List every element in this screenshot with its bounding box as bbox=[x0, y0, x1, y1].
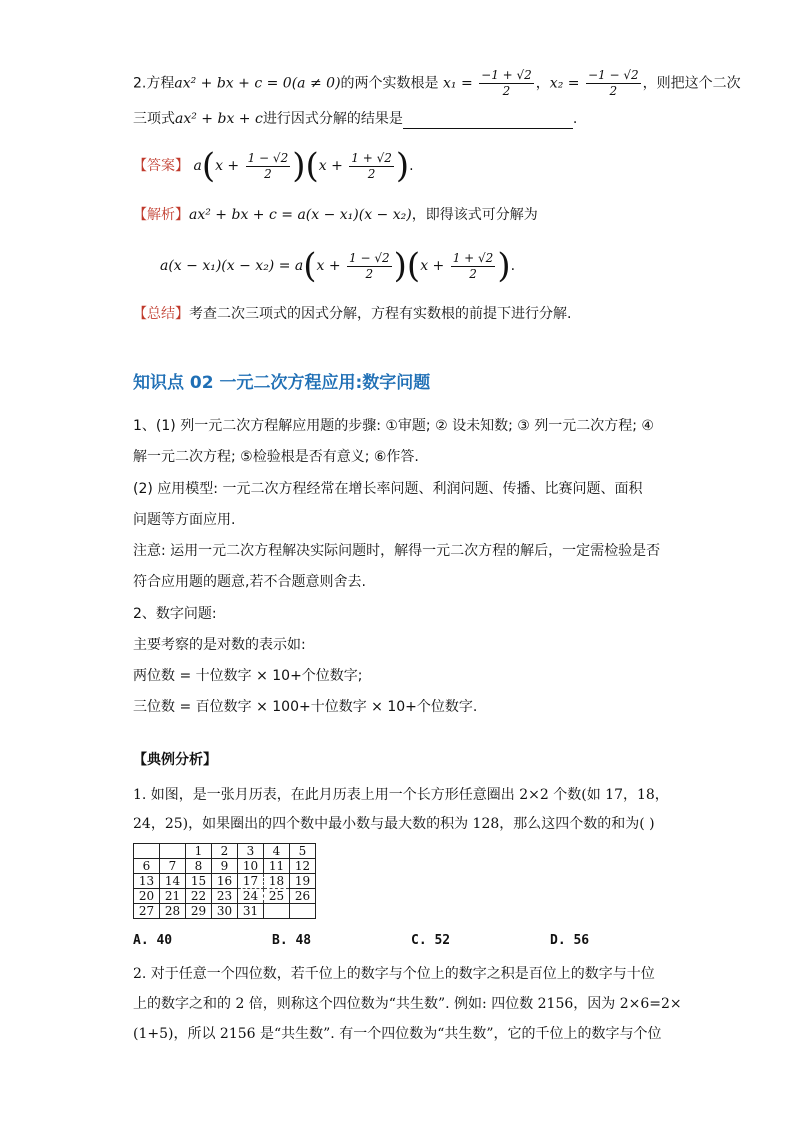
q2-tail-text: ，则把这个二次 bbox=[642, 75, 741, 92]
calendar-cell: 6 bbox=[134, 859, 160, 874]
analysis-factor2-fraction bbox=[451, 251, 496, 282]
analysis-tag: 【解析】 bbox=[133, 207, 189, 223]
answer-f1-denominator: 2 bbox=[264, 166, 272, 181]
calendar-cell: 22 bbox=[186, 889, 212, 904]
body-p3a: 注意: 运用一元二次方程解决实际问题时，解得一元二次方程的解后，一定需检验是否 bbox=[133, 543, 661, 559]
q2-x1-denominator: 2 bbox=[502, 84, 511, 98]
answer-factor1-prefix: x + bbox=[215, 158, 240, 174]
q2-line-2 bbox=[133, 109, 577, 129]
answer-f1-numerator: 1 − √2 bbox=[247, 150, 289, 165]
calendar-cell: 26 bbox=[290, 889, 316, 904]
q2-line-1 bbox=[133, 68, 741, 99]
q2-x2-numerator: −1 − √2 bbox=[587, 68, 639, 82]
q2-expression: ax² + bx + c bbox=[175, 111, 263, 127]
paren-close: ) bbox=[292, 146, 306, 186]
option-c[interactable]: C. 52 bbox=[411, 933, 451, 948]
q2-separator: ， bbox=[535, 75, 550, 92]
analysis-f2-denominator: 2 bbox=[469, 266, 477, 281]
body-p7: 三位数 = 百位数字 × 100+十位数字 × 10+个位数字. bbox=[133, 699, 478, 715]
q2-prefix: 2.方程 bbox=[133, 75, 175, 92]
option-b[interactable]: B. 48 bbox=[272, 933, 312, 948]
answer-line bbox=[133, 148, 414, 184]
q2-condition: (a ≠ 0) bbox=[291, 75, 341, 92]
analysis-text: ，即得该式可分解为 bbox=[411, 207, 538, 223]
analysis-line-1 bbox=[133, 205, 538, 225]
calendar-cell: 23 bbox=[212, 889, 238, 904]
q2-x1-fraction bbox=[479, 68, 534, 99]
calendar-cell: 3 bbox=[238, 844, 264, 859]
calendar-cell: 15 bbox=[186, 874, 212, 889]
body-p2a: (2) 应用模型: 一元二次方程经常在增长率问题、利润问题、传播、比赛问题、面积 bbox=[133, 481, 643, 497]
calendar-row bbox=[134, 859, 316, 874]
q2-line2-text-a: 三项式 bbox=[133, 111, 175, 127]
body-p1a: 1、(1) 列一元二次方程解应用题的步骤: ①审题; ② 设未知数; ③ 列一元二次方程; ④ bbox=[133, 418, 654, 434]
option-a[interactable]: A. 40 bbox=[133, 933, 173, 948]
summary-text: 考查二次三项式的因式分解，方程有实数根的前提下进行分解. bbox=[189, 306, 572, 322]
analysis-factor2-prefix: x + bbox=[420, 258, 445, 274]
example-q2-line-b: 上的数字之和的 2 倍，则称这个四位数为“共生数”. 例如: 四位数 2156，因为 2×6=2× bbox=[133, 996, 682, 1012]
calendar-cell: 10 bbox=[238, 859, 264, 874]
paren-close: ) bbox=[395, 146, 410, 186]
calendar-cell: 16 bbox=[212, 874, 238, 889]
calendar-cell: 18 bbox=[264, 874, 290, 889]
calendar-cell: 2 bbox=[212, 844, 238, 859]
example-q1-line-b: 24，25)，如果圈出的四个数中最小数与最大数的积为 128，那么这四个数的和为( ) bbox=[133, 816, 655, 832]
analysis-lhs: a(x − x₁)(x − x₂) = a bbox=[160, 258, 304, 274]
calendar-cell: 29 bbox=[186, 904, 212, 919]
q2-x2-denominator: 2 bbox=[609, 84, 618, 98]
paren-open: ( bbox=[303, 246, 317, 286]
answer-factor2-fraction bbox=[349, 151, 394, 182]
calendar-cell: 11 bbox=[264, 859, 290, 874]
calendar-cell: 14 bbox=[160, 874, 186, 889]
calendar-cell: 21 bbox=[160, 889, 186, 904]
answer-f2-numerator: 1 + √2 bbox=[351, 150, 392, 165]
paren-close: ) bbox=[393, 246, 407, 286]
answer-tag: 【答案】 bbox=[133, 158, 189, 174]
q2-x1-label: x₁ = bbox=[442, 75, 473, 92]
calendar-row bbox=[134, 904, 316, 919]
calendar-cell bbox=[160, 844, 186, 859]
body-p2b: 问题等方面应用. bbox=[133, 512, 236, 528]
paren-open: ( bbox=[406, 246, 421, 286]
calendar-cell: 31 bbox=[238, 904, 264, 919]
calendar-cell: 9 bbox=[212, 859, 238, 874]
calendar-cell: 5 bbox=[290, 844, 316, 859]
calendar-cell: 13 bbox=[134, 874, 160, 889]
calendar-row bbox=[134, 889, 316, 904]
calendar-cell: 30 bbox=[212, 904, 238, 919]
calendar-row bbox=[134, 874, 316, 889]
analysis-f1-numerator: 1 − √2 bbox=[349, 250, 390, 265]
analysis-factor1-fraction bbox=[347, 251, 392, 282]
paren-close: ) bbox=[497, 246, 511, 286]
analysis-f1-denominator: 2 bbox=[365, 266, 374, 281]
answer-blank bbox=[403, 112, 573, 129]
body-p3b: 符合应用题的题意,若不合题意则舍去. bbox=[133, 574, 366, 590]
paren-open: ( bbox=[201, 146, 216, 186]
calendar-cell bbox=[290, 904, 316, 919]
analysis-factor1-prefix: x + bbox=[316, 258, 341, 274]
answer-f2-denominator: 2 bbox=[367, 166, 376, 181]
calendar-cell: 4 bbox=[264, 844, 290, 859]
calendar-cell bbox=[134, 844, 160, 859]
q2-line2-text-b: 进行因式分解的结果是 bbox=[262, 111, 403, 127]
summary-line bbox=[133, 304, 571, 324]
body-p6: 两位数 = 十位数字 × 10+个位数字; bbox=[133, 668, 363, 684]
calendar-cell: 7 bbox=[160, 859, 186, 874]
answer-end: . bbox=[409, 158, 414, 174]
calendar-cell: 19 bbox=[290, 874, 316, 889]
q2-x2-label: x₂ = bbox=[549, 75, 580, 92]
example-q1-line-a: 1. 如图，是一张月历表，在此月历表上用一个长方形任意圈出 2×2 个数(如 17，18， bbox=[133, 787, 669, 803]
option-d[interactable]: D. 56 bbox=[550, 933, 590, 948]
answer-factor2-prefix: x + bbox=[318, 158, 343, 174]
calendar-cell: 28 bbox=[160, 904, 186, 919]
answer-coefficient: a bbox=[193, 158, 202, 174]
analysis-f2-numerator: 1 + √2 bbox=[452, 250, 494, 265]
body-p1b: 解一元二次方程; ⑤检验根是否有意义; ⑥作答. bbox=[133, 449, 419, 465]
q2-end: . bbox=[572, 111, 578, 127]
q2-equation: ax² + bx + c = 0 bbox=[174, 75, 292, 92]
calendar-row bbox=[134, 844, 316, 859]
calendar-cell: 25 bbox=[264, 889, 290, 904]
q2-mid-text: 的两个实数根是 bbox=[340, 75, 439, 92]
paren-open: ( bbox=[305, 146, 319, 186]
analysis-end: . bbox=[510, 258, 516, 274]
calendar-cell: 20 bbox=[134, 889, 160, 904]
section-heading: 知识点 02 一元二次方程应用:数字问题 bbox=[133, 373, 431, 393]
body-p5: 主要考察的是对数的表示如: bbox=[133, 637, 306, 653]
q2-x1-numerator: −1 + √2 bbox=[481, 68, 532, 82]
analysis-line-2 bbox=[160, 248, 515, 284]
calendar-cell bbox=[264, 904, 290, 919]
q2-x2-fraction bbox=[586, 68, 641, 99]
answer-factor1-fraction bbox=[246, 151, 291, 182]
analysis-equation: ax² + bx + c = a(x − x₁)(x − x₂) bbox=[189, 207, 412, 223]
calendar-table bbox=[133, 843, 316, 919]
calendar-cell: 12 bbox=[290, 859, 316, 874]
calendar-cell: 1 bbox=[186, 844, 212, 859]
body-p4: 2、数字问题: bbox=[133, 606, 217, 622]
calendar-cell: 17 bbox=[238, 874, 264, 889]
calendar-cell: 24 bbox=[238, 889, 264, 904]
example-q2-line-c: (1+5)，所以 2156 是“共生数”. 有一个四位数为“共生数”，它的千位上的数字与个位 bbox=[133, 1026, 662, 1042]
example-q2-line-a: 2. 对于任意一个四位数，若千位上的数字与个位上的数字之积是百位上的数字与十位 bbox=[133, 966, 655, 982]
examples-title: 【典例分析】 bbox=[133, 752, 217, 768]
calendar-cell: 27 bbox=[134, 904, 160, 919]
calendar-cell: 8 bbox=[186, 859, 212, 874]
summary-tag: 【总结】 bbox=[133, 306, 189, 322]
